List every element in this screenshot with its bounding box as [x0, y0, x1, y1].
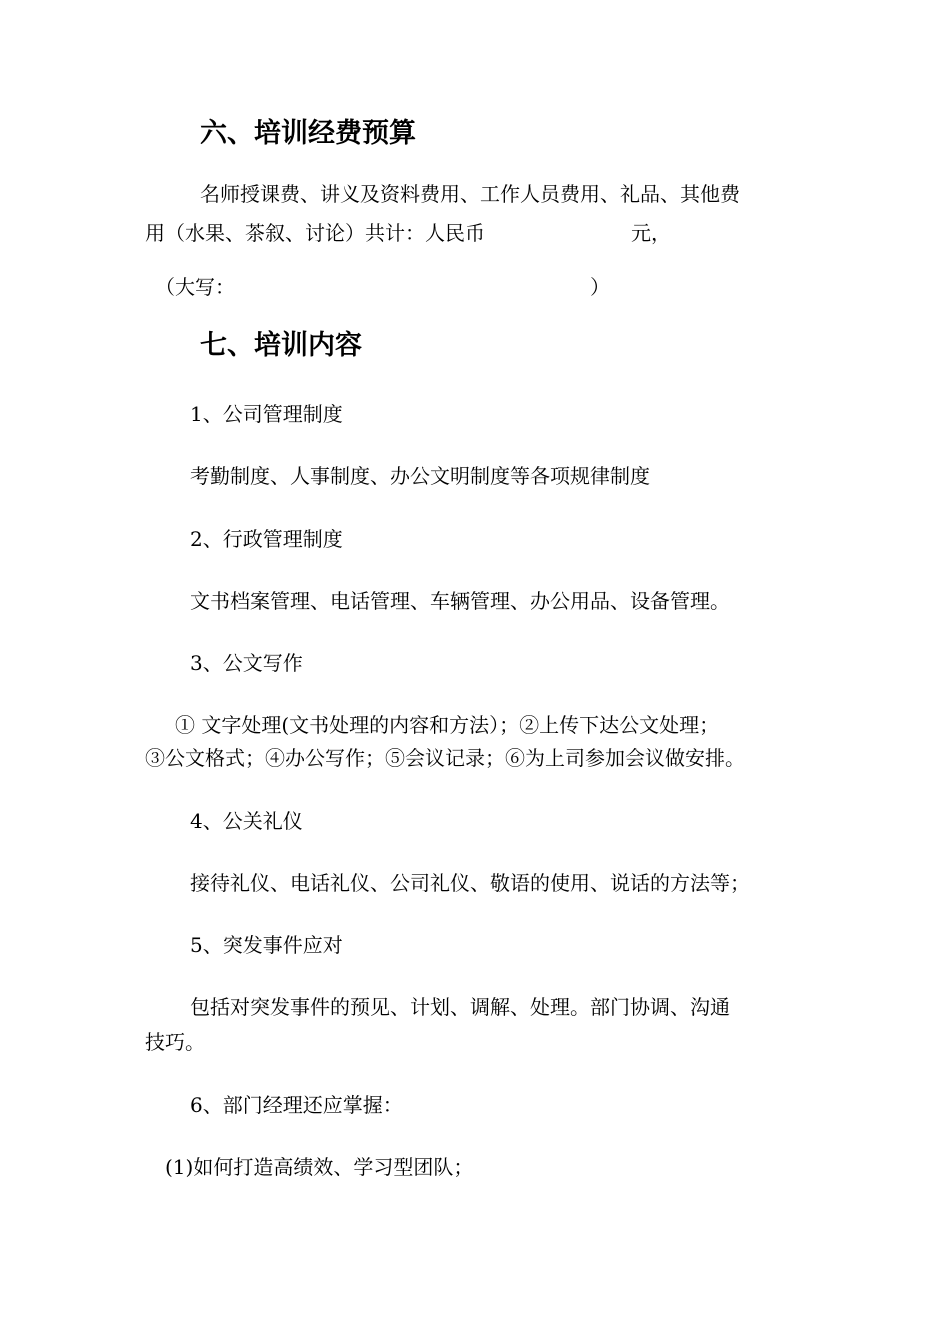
item-body-line: 接待礼仪、电话礼仪、公司礼仪、敬语的使用、说话的方法等； — [190, 871, 750, 895]
item-body-line: (1)如何打造高绩效、学习型团队； — [165, 1155, 474, 1179]
item-title: 3、公文写作 — [190, 651, 303, 675]
item-body-line: 技巧。 — [145, 1030, 205, 1054]
item-title: 6、部门经理还应掌握： — [190, 1093, 403, 1117]
item-body-line: 考勤制度、人事制度、办公文明制度等各项规律制度 — [190, 464, 650, 488]
budget-amount-suffix: 元， — [631, 221, 671, 245]
section-budget-heading: 六、培训经费预算 — [200, 118, 416, 149]
item-body-line: ① 文字处理(文书处理的内容和方法）；②上传下达公文处理； — [175, 713, 720, 737]
budget-paragraph-line-2 — [145, 221, 671, 245]
item-body-line: 包括对突发事件的预见、计划、调解、处理。部门协调、沟通 — [190, 995, 730, 1019]
item-body-line: ③公文格式；④办公写作；⑤会议记录；⑥为上司参加会议做安排。 — [145, 746, 745, 770]
item-title: 5、突发事件应对 — [190, 933, 343, 957]
capital-prefix: （大写： — [155, 275, 235, 299]
budget-capital-line — [155, 275, 610, 299]
section-content-heading: 七、培训内容 — [200, 330, 362, 361]
item-title: 4、公关礼仪 — [190, 809, 303, 833]
item-title: 1、公司管理制度 — [190, 402, 343, 426]
budget-paragraph-line-1: 名师授课费、讲义及资料费用、工作人员费用、礼品、其他费 — [200, 182, 740, 206]
budget-amount-prefix: 用（水果、茶叙、讨论）共计：人民币 — [145, 221, 485, 245]
capital-suffix: ） — [590, 275, 610, 299]
item-title: 2、行政管理制度 — [190, 527, 343, 551]
item-body-line: 文书档案管理、电话管理、车辆管理、办公用品、设备管理。 — [190, 589, 730, 613]
